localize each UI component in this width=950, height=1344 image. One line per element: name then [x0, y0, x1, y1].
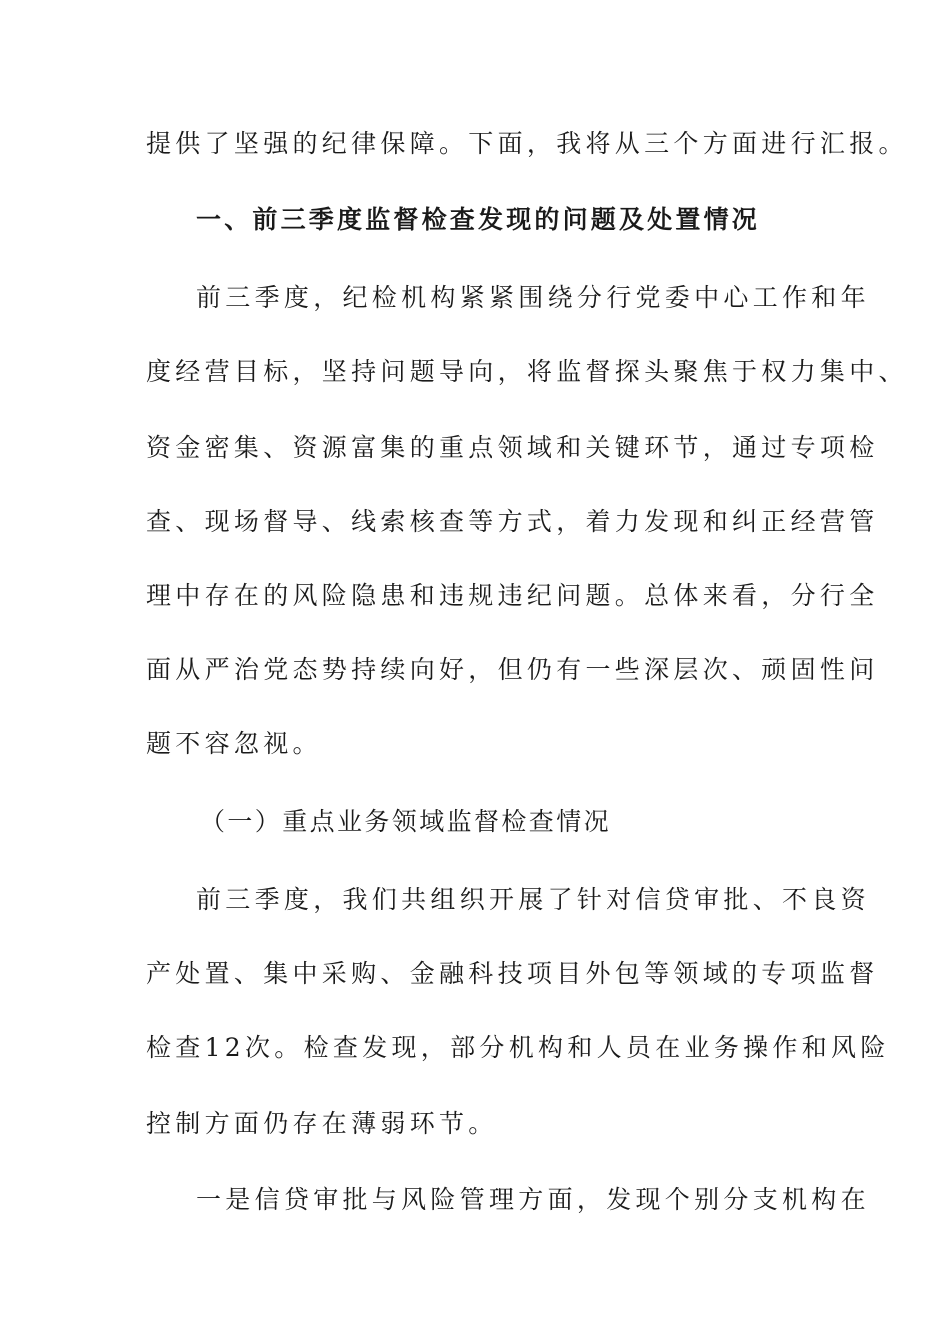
paragraph-line: 提供了坚强的纪律保障。下面，我将从三个方面进行汇报。 — [146, 129, 908, 158]
paragraph-line: 题不容忽视。 — [146, 729, 322, 758]
paragraph-line: 查、现场督导、线索核查等方式，着力发现和纠正经营管 — [146, 507, 879, 536]
paragraph-line: 资金密集、资源富集的重点领域和关键环节，通过专项检 — [146, 433, 879, 462]
paragraph-line: 控制方面仍存在薄弱环节。 — [146, 1109, 498, 1138]
paragraph-line: 面从严治党态势持续向好，但仍有一些深层次、顽固性问 — [146, 655, 879, 684]
paragraph-line: 度经营目标，坚持问题导向，将监督探头聚焦于权力集中、 — [146, 357, 908, 386]
paragraph-line: 检查12次。检查发现，部分机构和人员在业务操作和风险 — [146, 1033, 890, 1062]
paragraph-line: 理中存在的风险隐患和违规违纪问题。总体来看，分行全 — [146, 581, 879, 610]
subsection-heading: （一）重点业务领域监督检查情况 — [200, 807, 612, 836]
paragraph-line: 一是信贷审批与风险管理方面，发现个别分支机构在 — [196, 1185, 870, 1214]
paragraph-line: 前三季度，纪检机构紧紧围绕分行党委中心工作和年 — [196, 283, 870, 312]
section-heading: 一、前三季度监督检查发现的问题及处置情况 — [196, 205, 761, 234]
paragraph-line: 产处置、集中采购、金融科技项目外包等领域的专项监督 — [146, 959, 879, 988]
paragraph-line: 前三季度，我们共组织开展了针对信贷审批、不良资 — [196, 885, 870, 914]
